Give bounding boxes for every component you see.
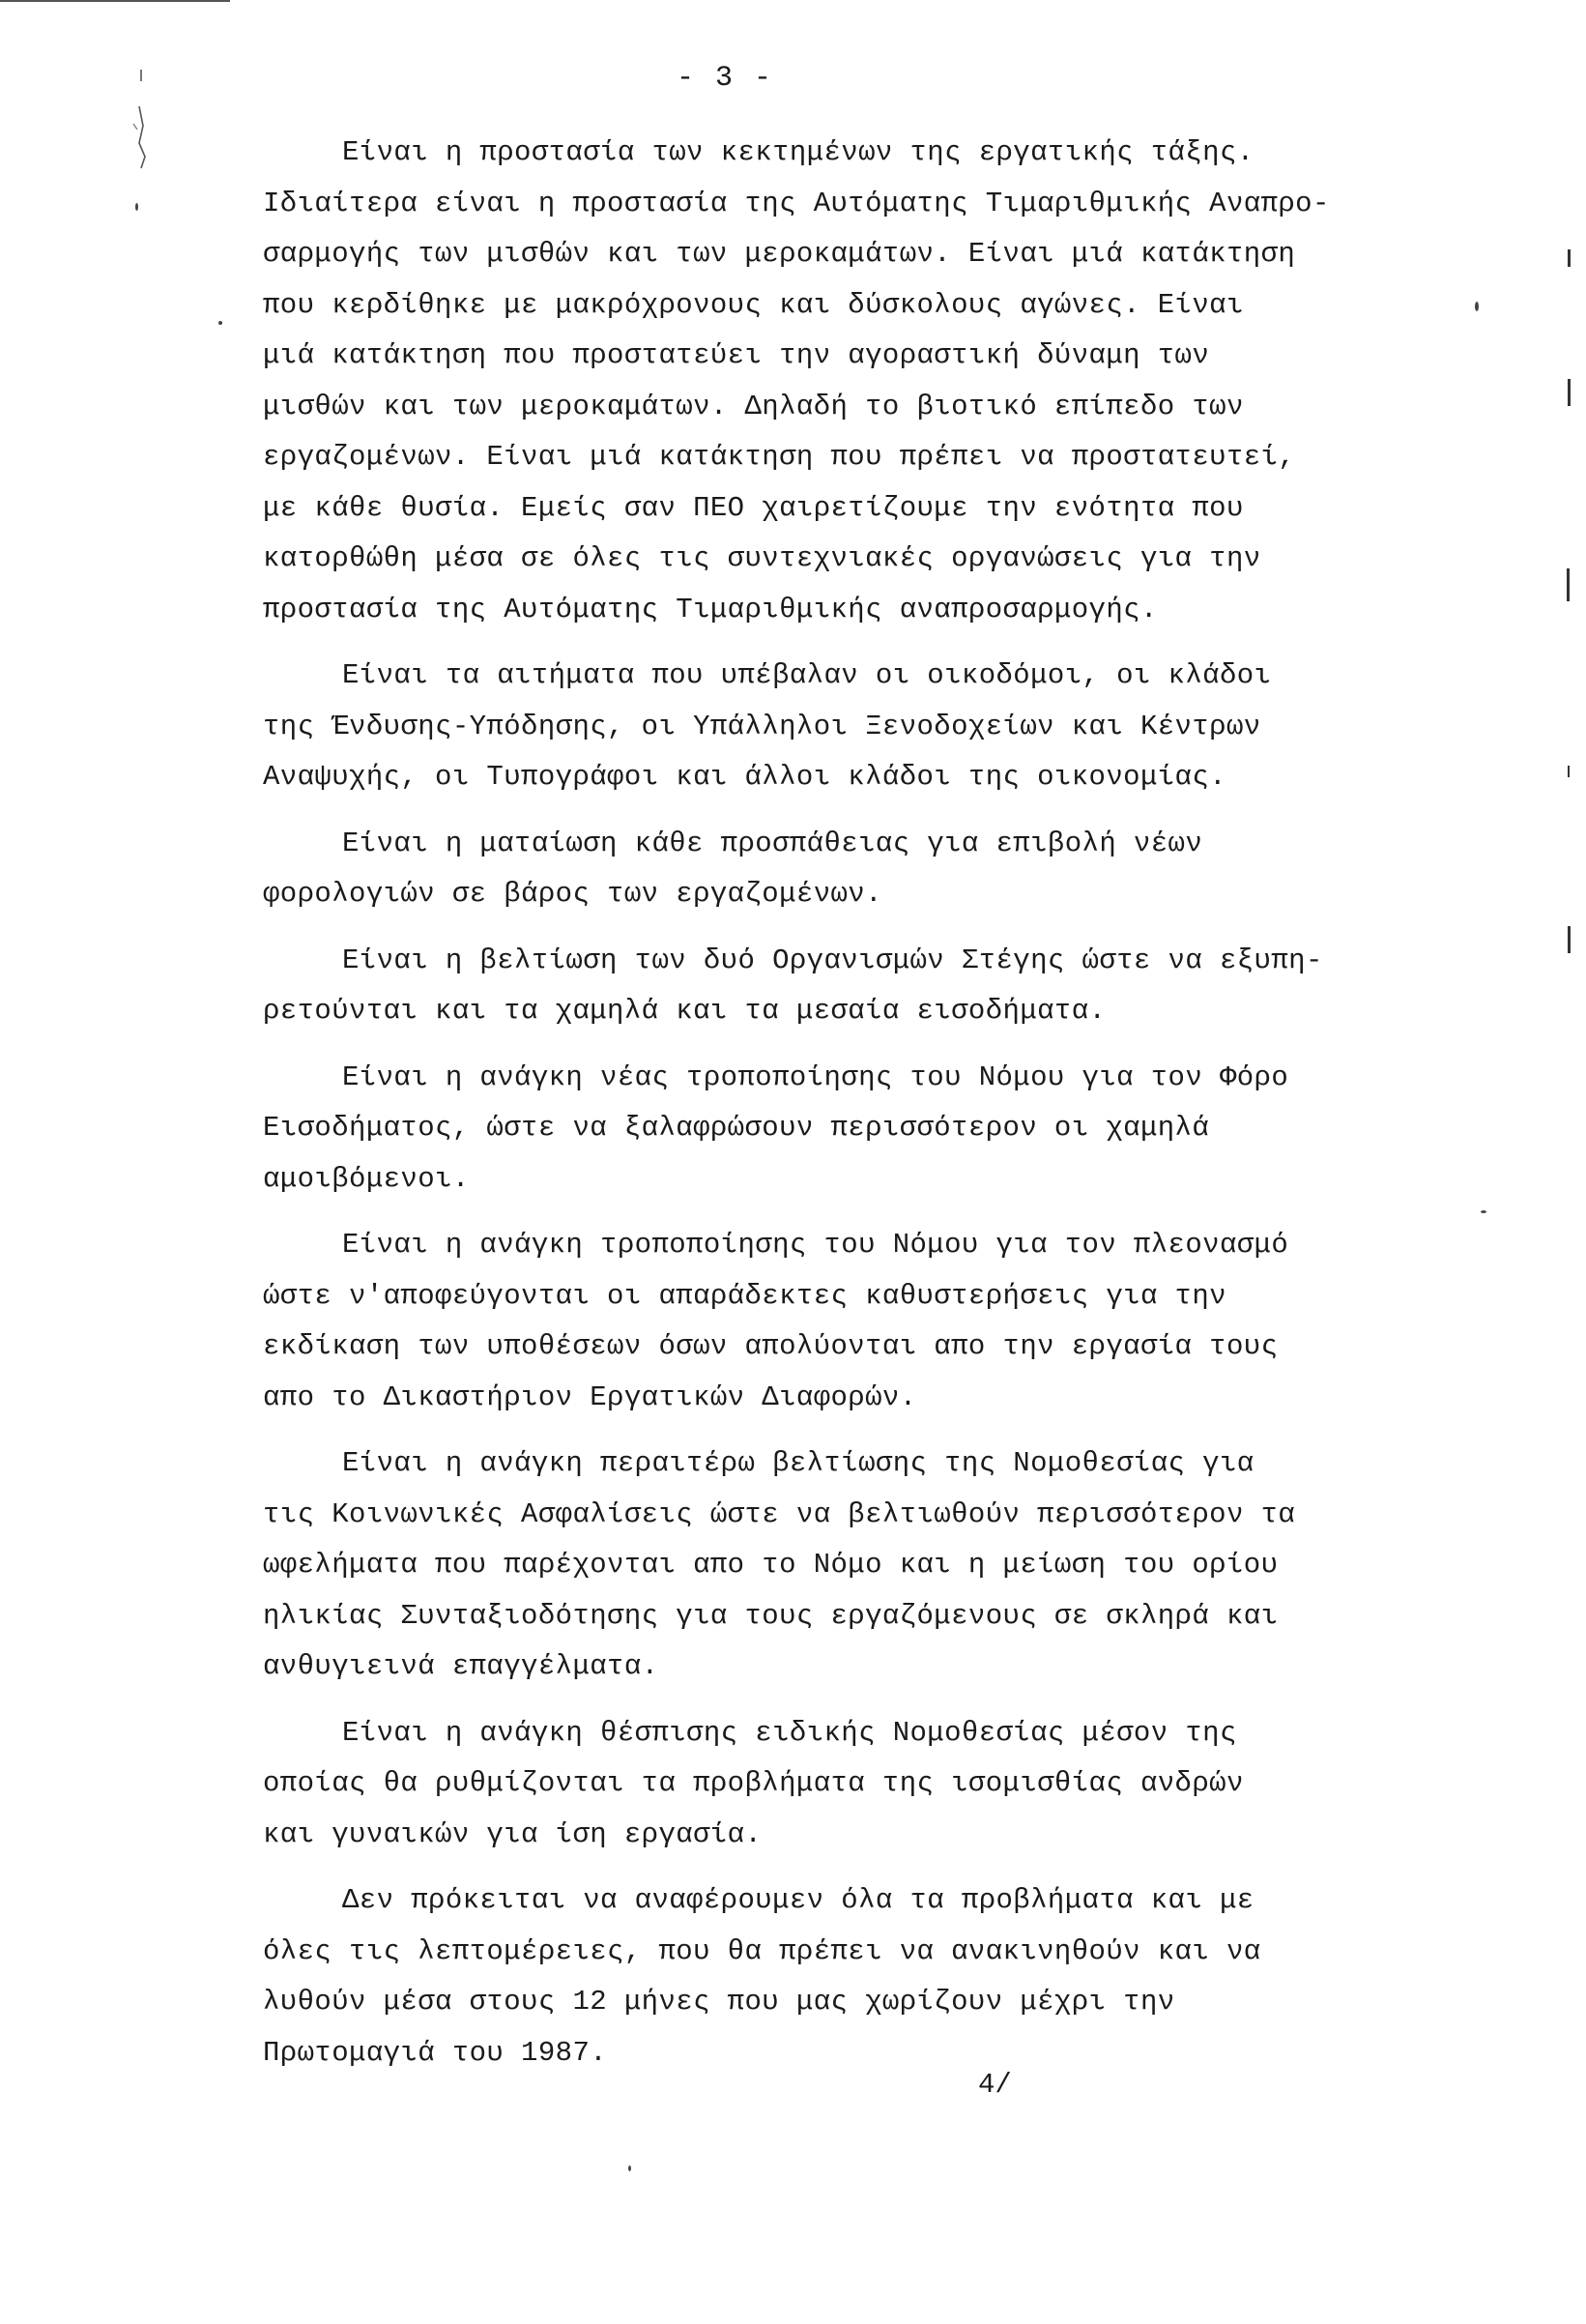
corner-rule (0, 0, 230, 2)
paragraph-6 (263, 1220, 1461, 1423)
paragraph-2 (263, 651, 1461, 803)
scan-speck (218, 321, 222, 325)
paragraph-4 (263, 936, 1461, 1037)
scan-speck (135, 203, 138, 211)
paragraph-4-text: Είναι η βελτίωση των δυό Οργανισμών Στέγης ώστε να εξυπη- ρετούνται και τα χαμηλά και τα μεσαία εισοδήματα. (263, 944, 1323, 1027)
margin-mark (1567, 568, 1570, 601)
paragraph-5-text: Είναι η ανάγκη νέας τροποποίησης του Νόμου για τον Φόρο Εισοδήματος, ώστε να ξαλαφρώσουν περισσότερον οι χαμηλά αμοιβόμενοι. (263, 1060, 1289, 1195)
paragraph-3-text: Είναι η ματαίωση κάθε προσπάθειας για επιβολή νέων φορολογιών σε βάρος των εργαζομένων. (263, 827, 1203, 910)
scan-speck (1481, 1210, 1486, 1213)
margin-mark (1568, 766, 1570, 777)
scan-speck (628, 2165, 631, 2171)
paragraph-8 (263, 1708, 1461, 1861)
body-text (263, 128, 1461, 2094)
paragraph-5 (263, 1053, 1461, 1206)
page-number: - 3 - (677, 62, 774, 95)
paragraph-9-text: Δεν πρόκειται να αναφέρουμεν όλα τα προβλήματα και με όλες τις λεπτομέρειες, που θα πρέπει να ανακινηθούν και να λυθούν μέσα στους 12 μήνες που μας χωρίζουν μέχρι την Πρωτομαγιά του 1987. (263, 1884, 1261, 2069)
paragraph-7-text: Είναι η ανάγκη περαιτέρω βελτίωσης της Νομοθεσίας για τις Κοινωνικές Ασφαλίσεις ώστε να βελτιωθούν περισσότερον τα ωφελήματα που παρέχονται απο το Νόμο και η μείωση του ορίου ηλικίας Συνταξιοδότησης για τους εργαζόμενους σε σκληρά και ανθυγιεινά επαγγέλματα. (263, 1447, 1296, 1682)
margin-mark (1568, 379, 1571, 406)
paragraph-6-text: Είναι η ανάγκη τροποποίησης του Νόμου για τον πλεονασμό ώστε ν'αποφεύγονται οι απαράδεκτες καθυστερήσεις για την εκδίκαση των υποθέσεων όσων απολύονται απο την εργασία τους απο το Δικαστήριον Εργατικών Διαφορών. (263, 1229, 1289, 1413)
continuation-marker: 4/ (978, 2069, 1012, 2101)
paragraph-3 (263, 819, 1461, 920)
paragraph-9 (263, 1875, 1461, 2078)
paragraph-1-text: Είναι η προστασία των κεκτημένων της εργατικής τάξης. Ιδιαίτερα είναι η προστασία της Αυτόματης Τιμαριθμικής Αναπρο- σαρμογής των μισθών και των μεροκαμάτων. Είναι μιά κατάκτηση που κερδίθηκε με μακρόχρονους και δύσκολους αγώνες. Είναι μιά κατάκτηση που προστατεύει την αγοραστική δύναμη των μισθών και των μεροκαμάτων. Δηλαδή το βιοτικό επίπεδο των εργαζομένων. Είναι μιά κατάκτηση που πρέπει να προστατευτεί, με κάθε θυσία. Εμείς σαν ΠΕΟ χαιρετίζουμε την ενότητα που κατορθώθη μέσα σε όλες τις συντεχνιακές οργανώσεις για την προστασία της Αυτόματης Τιμαριθμικής αναπροσαρμογής. (263, 136, 1330, 625)
margin-mark (1568, 249, 1571, 267)
paragraph-8-text: Είναι η ανάγκη θέσπισης ειδικής Νομοθεσίας μέσον της οποίας θα ρυθμίζονται τα προβλήματα της ισομισθίας ανδρών και γυναικών για ίση εργασία. (263, 1716, 1244, 1850)
margin-scribble-icon (128, 68, 157, 174)
paragraph-7 (263, 1438, 1461, 1693)
paragraph-1 (263, 128, 1461, 635)
paragraph-2-text: Είναι τα αιτήματα που υπέβαλαν οι οικοδόμοι, οι κλάδοι της Ένδυσης-Υπόδησης, οι Υπάλληλοι Ξενοδοχείων και Κέντρων Αναψυχής, οι Τυπογράφοι και άλλοι κλάδοι της οικονομίας. (263, 659, 1272, 793)
margin-mark (1568, 926, 1571, 953)
scan-speck (1475, 302, 1479, 311)
